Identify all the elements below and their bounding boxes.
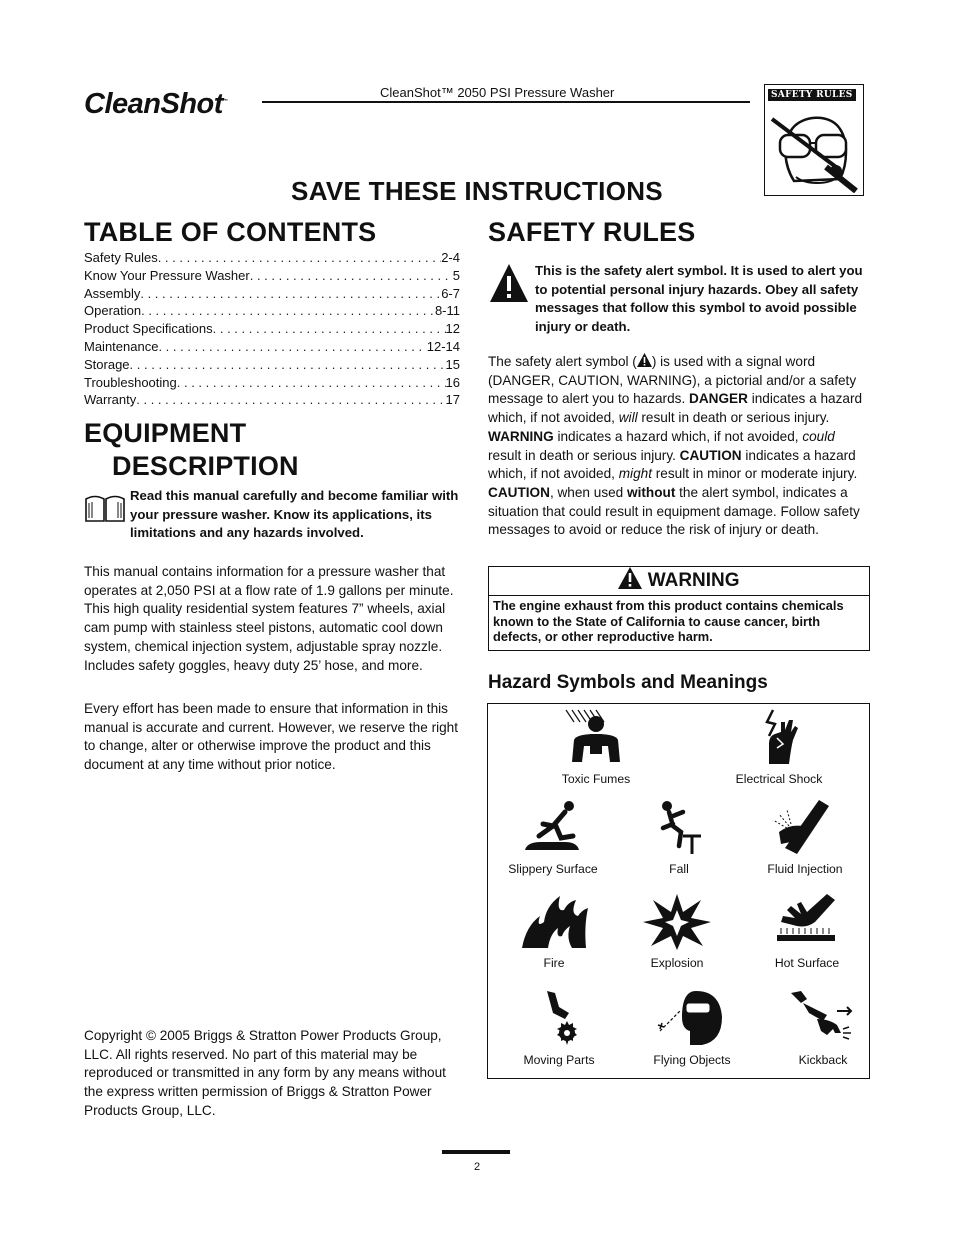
hazard-explosion <box>617 892 737 970</box>
hazard-symbols-panel <box>487 703 870 1079</box>
toc-entry <box>84 338 460 356</box>
para-text: The safety alert symbol ( <box>488 354 637 369</box>
equipment-heading-line2: DESCRIPTION <box>112 451 299 481</box>
hazard-fluid-injection <box>745 798 865 876</box>
flying-objects-icon <box>656 989 728 1047</box>
inline-alert-icon <box>637 353 652 367</box>
hazard-label: Slippery Surface <box>508 862 598 876</box>
toc-leader-dots <box>158 338 426 356</box>
toc-leader-dots <box>130 356 446 374</box>
without-word: without <box>627 484 676 500</box>
toc-entry-page: 8-11 <box>434 303 460 319</box>
para-text: result in death or serious injury. <box>488 447 680 463</box>
hazard-slippery-surface <box>493 798 613 876</box>
danger-word: DANGER <box>689 391 748 407</box>
hazard-label: Fire <box>543 956 565 970</box>
hazard-label: Electrical Shock <box>735 772 823 786</box>
warning-alert-icon <box>618 567 642 589</box>
toc-entry <box>84 391 460 409</box>
toc-entry-page: 12 <box>445 321 460 337</box>
toxic-fumes-icon <box>560 708 632 766</box>
para-text: result in death or serious injury. <box>637 410 830 426</box>
toc-leader-dots <box>158 249 442 267</box>
warning-text: The engine exhaust from this product contains chemicals known to the State of California to cause cancer, birth defects, or other reproductive harm. <box>493 598 844 645</box>
hazard-fire <box>494 892 614 970</box>
warning-label: WARNING <box>647 570 740 591</box>
document-title: CleanShot™ 2050 PSI Pressure Washer <box>380 85 615 100</box>
could-word: could <box>802 428 835 444</box>
para-text: indicates a hazard which, if not avoided, <box>553 428 803 444</box>
caution-word: CAUTION <box>488 484 550 500</box>
para-text: the alert symbol, indicates a situation that could result in equipment damage. Follow safety messages to avoid or reduce the risk of injury or death. <box>488 484 860 538</box>
hazard-label: Flying Objects <box>653 1053 731 1067</box>
slippery-surface-icon <box>517 798 589 856</box>
footer-bar <box>442 1150 510 1154</box>
toc-entry <box>84 356 460 374</box>
logo-trademark: ™ <box>222 98 228 105</box>
toc-entry-page: 17 <box>445 392 460 408</box>
hazard-toxic-fumes <box>536 708 656 786</box>
safety-rules-heading: SAFETY RULES <box>488 217 696 247</box>
hazard-fall <box>619 798 739 876</box>
hazard-moving-parts <box>499 989 619 1067</box>
toc-leader-dots <box>250 267 453 285</box>
toc-entry-label: Storage <box>84 356 130 372</box>
toc-leader-dots <box>136 391 445 409</box>
hazard-label: Kickback <box>798 1053 848 1067</box>
equipment-heading-line1: EQUIPMENT <box>84 418 247 448</box>
toc-entry <box>84 267 460 285</box>
caution-word: CAUTION <box>679 447 742 463</box>
toc-entry <box>84 374 460 392</box>
warning-header <box>489 567 869 596</box>
equipment-paragraph-2: Every effort has been made to ensure that information in this manual is accurate and current. However, we reserve the right to change, alter or otherwise improve the product and this document at any time without prior notice. <box>84 701 459 773</box>
hazard-label: Moving Parts <box>523 1053 595 1067</box>
toc-entry-label: Assembly <box>84 285 141 301</box>
save-instructions-heading: SAVE THESE INSTRUCTIONS <box>291 176 663 206</box>
will-word: will <box>618 410 638 426</box>
para-text: result in minor or moderate injury. <box>651 466 858 482</box>
hot-surface-icon <box>771 892 843 950</box>
para-text: indicates a hazard which, if not avoided, <box>488 391 863 426</box>
open-book-icon <box>84 494 126 524</box>
para-text: , when used <box>549 484 628 500</box>
cleanshot-logo <box>84 88 227 121</box>
toc-heading: TABLE OF CONTENTS <box>84 217 377 247</box>
electrical-shock-icon <box>743 708 815 766</box>
copyright-notice: Copyright © 2005 Briggs & Stratton Power Products Group, LLC. All rights reserved. No part of this material may be reproduced or transmitted in any form by any means without the express written permission of Briggs & Stratton Power Products Group, LLC. <box>84 1028 446 1118</box>
equipment-note: Read this manual carefully and become familiar with your pressure washer. Know its applications, its limitations and any hazards involved. <box>130 488 459 540</box>
toc-entry-label: Maintenance <box>84 338 159 354</box>
toc-entry-page: 12-14 <box>426 338 460 354</box>
fluid-injection-icon <box>769 798 841 856</box>
toc-leader-dots <box>213 320 446 338</box>
hazard-label: Fall <box>669 862 689 876</box>
moving-parts-icon <box>523 989 595 1047</box>
toc-entry-page: 6-7 <box>441 285 460 301</box>
toc-entry <box>84 249 460 267</box>
kickback-icon <box>787 989 859 1047</box>
hazard-label: Toxic Fumes <box>561 772 631 786</box>
toc-leader-dots <box>177 374 446 392</box>
toc-entry-label: Know Your Pressure Washer <box>84 267 250 283</box>
toc-entry-label: Safety Rules <box>84 250 158 265</box>
logo-text: CleanShot <box>84 88 223 120</box>
warning-word: WARNING <box>488 428 554 444</box>
hazard-label: Hot Surface <box>774 956 840 970</box>
toc-entry-page: 2-4 <box>441 250 460 265</box>
toc-leader-dots <box>140 285 441 303</box>
toc-leader-dots <box>141 302 435 320</box>
toc-entry <box>84 320 460 338</box>
toc-entry-page: 5 <box>452 267 460 283</box>
alert-symbol-note: This is the safety alert symbol. It is used to alert you to potential personal injury hazards. Obey all safety messages that follow this symbol to avoid possible injury or death. <box>535 263 863 334</box>
toc-entry-label: Product Specifications <box>84 321 213 337</box>
signal-word-paragraph <box>488 353 870 540</box>
toc-entry-label: Troubleshooting <box>84 374 177 390</box>
hazard-label: Explosion <box>650 956 704 970</box>
hazard-symbols-heading: Hazard Symbols and Meanings <box>488 672 768 693</box>
california-warning-box <box>488 566 870 651</box>
hazard-flying-objects <box>632 989 752 1067</box>
toc-entry-label: Operation <box>84 303 142 319</box>
fire-icon <box>518 892 590 950</box>
page-number: 2 <box>473 1161 481 1173</box>
toc-entry-label: Warranty <box>84 392 137 408</box>
header-rule <box>262 101 750 103</box>
toc-entry <box>84 302 460 320</box>
hazard-electrical-shock <box>719 708 839 786</box>
para-text: indicates a hazard which, if not avoided, <box>488 447 856 482</box>
safety-alert-icon <box>488 262 530 304</box>
toc-entry-page: 16 <box>445 374 460 390</box>
safety-rules-badge: SAFETY RULES <box>768 89 856 101</box>
equipment-paragraph-1: This manual contains information for a pressure washer that operates at 2,050 PSI at a flow rate of 1.9 gallons per minute. This high quality residential system features 7” wheels, axial cam pump with stainless steel pistons, automatic cool down system, chemical injection system, adjustable spray nozzle. Includes safety goggles, heavy duty 25’ hose, and more. <box>84 564 454 673</box>
hazard-hot-surface <box>747 892 867 970</box>
para-text: ) is used with a signal word (DANGER, CAUTION, WARNING), a pictorial and/or a safety message to alert you to hazards. <box>488 354 857 407</box>
explosion-icon <box>641 892 713 950</box>
hazard-label: Fluid Injection <box>767 862 843 876</box>
toc-entry <box>84 285 460 303</box>
fall-icon <box>643 798 715 856</box>
hazard-kickback <box>763 989 883 1067</box>
table-of-contents <box>84 249 460 409</box>
might-word: might <box>618 466 652 482</box>
toc-entry-page: 15 <box>445 356 460 372</box>
